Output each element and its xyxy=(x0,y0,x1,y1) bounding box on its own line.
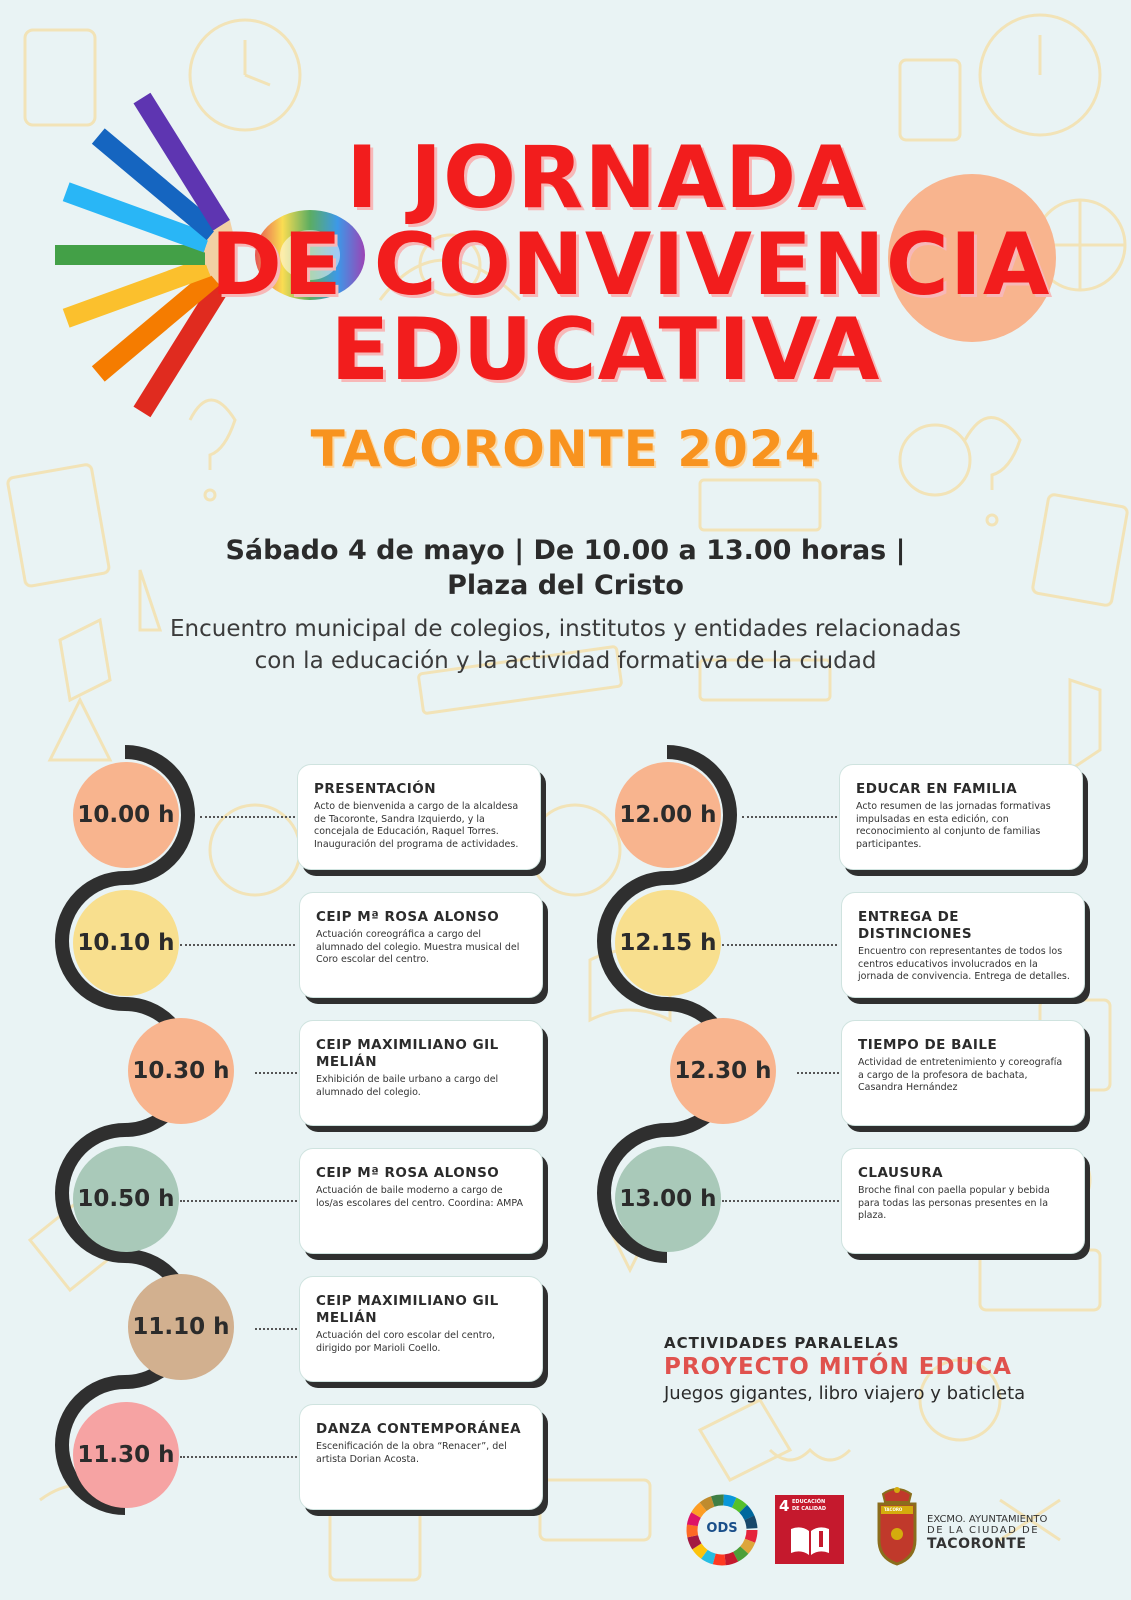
card-text: Actuación de baile moderno a cargo de los/as escolares del centro. Coordina: AMPA xyxy=(316,1185,523,1209)
time-circle: 10.10 h xyxy=(73,890,179,996)
event-location: Plaza del Cristo xyxy=(447,570,684,601)
card-text: Acto resumen de las jornadas formativas impulsadas en esta edición, con reconocimiento al conjunto de familias participantes. xyxy=(856,801,1051,850)
title-line-1: I JORNADA xyxy=(346,128,865,228)
schedule-card xyxy=(841,892,1085,998)
event-description-2: con la educación y la actividad formativa de la ciudad xyxy=(254,648,877,674)
card-title: TIEMPO DE BAILE xyxy=(858,1037,998,1053)
card-text: Encuentro con representantes de todos los centros educativos involucrados en la jornada de convivencia. Entrega de detalles. xyxy=(858,946,1070,982)
schedule-card xyxy=(841,1020,1085,1126)
title-line-3: EDUCATIVA xyxy=(330,300,881,400)
card-title: PRESENTACIÓN xyxy=(314,781,437,797)
goal-text-2: DE CALIDAD xyxy=(792,1506,827,1512)
connector xyxy=(255,1072,297,1074)
council-line-3: TACORONTE xyxy=(927,1536,1027,1552)
book-icon xyxy=(789,1523,831,1557)
schedule-card xyxy=(299,1276,543,1382)
time-circle: 12.15 h xyxy=(615,890,721,996)
time-circle: 13.00 h xyxy=(615,1146,721,1252)
shield-label: TACORO xyxy=(884,1507,903,1512)
card-title: DANZA CONTEMPORÁNEA xyxy=(316,1421,522,1437)
goal-text-1: EDUCACIÓN xyxy=(792,1499,826,1505)
card-text: Acto de bienvenida a cargo de la alcaldesa de Tacoronte, Sandra Izquierdo, y la concejala de Educación, Raquel Torres. Inauguración del programa de actividades. xyxy=(314,801,519,850)
parallel-project-name: PROYECTO MITÓN EDUCA xyxy=(664,1354,1012,1380)
connector xyxy=(742,816,837,818)
connector xyxy=(722,1200,839,1202)
schedule-card xyxy=(299,1148,543,1254)
schedule-card xyxy=(839,764,1083,870)
time-circle: 10.50 h xyxy=(73,1146,179,1252)
card-title: EDUCAR EN FAMILIA xyxy=(856,781,1018,797)
card-title: CEIP MAXIMILIANO GIL MELIÁN xyxy=(316,1037,499,1070)
time-circle: 10.00 h xyxy=(73,762,179,868)
time-circle: 12.30 h xyxy=(670,1018,776,1124)
council-name xyxy=(927,1514,1047,1552)
card-title: ENTREGA DE DISTINCIONES xyxy=(858,909,973,942)
event-description-1: Encuentro municipal de colegios, institutos y entidades relacionadas xyxy=(170,616,961,642)
card-text: Exhibición de baile urbano a cargo del alumnado del colegio. xyxy=(316,1074,499,1098)
schedule-card xyxy=(841,1148,1085,1254)
time-circle: 11.30 h xyxy=(73,1402,179,1508)
education-goal-logo xyxy=(775,1495,844,1564)
council-line-1: EXCMO. AYUNTAMIENTO xyxy=(927,1514,1048,1525)
time-circle: 11.10 h xyxy=(128,1274,234,1380)
connector xyxy=(797,1072,839,1074)
card-title: CEIP Mª ROSA ALONSO xyxy=(316,1165,500,1181)
card-title: CLAUSURA xyxy=(858,1165,944,1181)
card-text: Actuación coreográfica a cargo del alumnado del colegio. Muestra musical del Coro escolar del centro. xyxy=(316,929,520,965)
event-date-time: Sábado 4 de mayo | De 10.00 a 13.00 horas | xyxy=(225,535,906,566)
card-text: Broche final con paella popular y bebida para todas las personas presentes en la plaza. xyxy=(858,1185,1050,1221)
council-line-2: DE LA CIUDAD DE xyxy=(927,1525,1040,1536)
goal-number: 4 xyxy=(779,1497,790,1515)
connector xyxy=(180,1456,297,1458)
parallel-heading: ACTIVIDADES PARALELAS xyxy=(664,1334,900,1352)
title-line-2: DE CONVIVENCIA xyxy=(210,215,1051,315)
schedule-card xyxy=(297,764,541,870)
time-circle: 10.30 h xyxy=(128,1018,234,1124)
card-title: CEIP MAXIMILIANO GIL MELIÁN xyxy=(316,1293,499,1326)
ods-label: ODS xyxy=(706,1521,738,1536)
schedule-card xyxy=(299,1020,543,1126)
card-text: Escenificación de la obra “Renacer”, del artista Dorian Acosta. xyxy=(316,1441,507,1465)
connector xyxy=(180,944,295,946)
connector xyxy=(255,1328,297,1330)
time-circle: 12.00 h xyxy=(615,762,721,868)
card-text: Actividad de entretenimiento y coreografía a cargo de la profesora de bachata, Casandra Hernández xyxy=(858,1057,1063,1093)
connector xyxy=(722,944,837,946)
schedule-card xyxy=(299,1404,543,1510)
card-text: Actuación del coro escolar del centro, dirigido por Marioli Coello. xyxy=(316,1330,496,1354)
connector xyxy=(200,816,295,818)
card-title: CEIP Mª ROSA ALONSO xyxy=(316,909,500,925)
connector xyxy=(180,1200,297,1202)
parallel-description: Juegos gigantes, libro viajero y baticleta xyxy=(664,1383,1026,1404)
tacoronte-shield-icon xyxy=(875,1484,919,1568)
schedule-card xyxy=(299,892,543,998)
subtitle: TACORONTE 2024 xyxy=(310,420,821,478)
